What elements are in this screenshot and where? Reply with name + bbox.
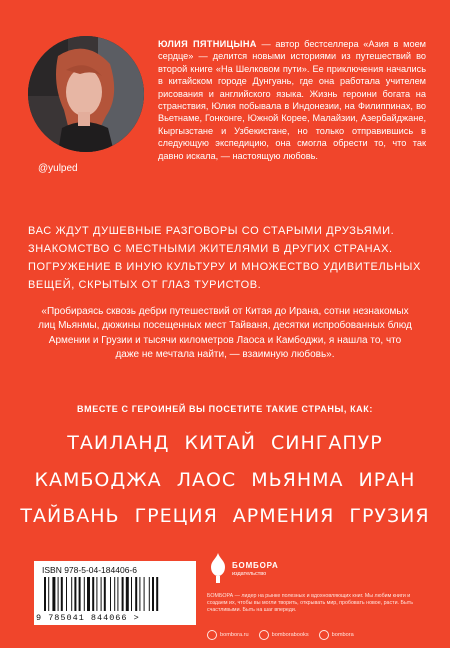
isbn-text: ISBN 978-5-04-184406-6 (42, 565, 137, 575)
barcode-bar (101, 577, 102, 611)
country-name: ИРАН (358, 469, 416, 491)
intro-line: ВЕЩЕЙ, СКРЫТЫХ ОТ ГЛАЗ ТУРИСТОВ. (28, 279, 262, 291)
barcode-bars (44, 577, 186, 613)
intro-line: ПОГРУЖЕНИЕ В ИНУЮ КУЛЬТУРУ И МНОЖЕСТВО УДИВИТЕЛЬНЫХ (28, 261, 421, 273)
barcode-bar (122, 577, 124, 611)
barcode-number: 9 785041 844066 > (36, 613, 140, 623)
publisher-subtitle: издательство (232, 571, 267, 577)
barcode-bar (71, 577, 72, 611)
barcode-bar (152, 577, 154, 611)
country-name: ГРЕЦИЯ (134, 505, 218, 527)
barcode-bar (104, 577, 106, 611)
social-vk-label: bomborabooks (271, 632, 309, 638)
author-handle: @yulped (38, 163, 78, 174)
country-name: ЛАОС (176, 469, 237, 491)
bombora-logo-icon (207, 551, 229, 585)
globe-icon (207, 630, 217, 640)
barcode-bar (79, 577, 81, 611)
country-name: ТАЙВАНЬ (20, 505, 120, 527)
barcode-bar (144, 577, 145, 611)
barcode-bar (61, 577, 63, 611)
author-name: ЮЛИЯ ПЯТНИЦЫНА (158, 39, 257, 49)
country-name: КИТАЙ (184, 432, 257, 454)
barcode-bar (52, 577, 55, 611)
social-telegram[interactable] (319, 630, 354, 640)
barcode-bar (110, 577, 111, 611)
publisher-name: БОМБОРА (232, 561, 279, 570)
barcode-bar (87, 577, 90, 611)
intro-line: ВАС ЖДУТ ДУШЕВНЫЕ РАЗГОВОРЫ СО СТАРЫМИ ДРУЗЬЯМИ. (28, 225, 395, 237)
barcode-bar (48, 577, 49, 611)
social-vk[interactable] (259, 630, 309, 640)
quote: «Пробираясь сквозь дебри путешествий от Китая до Ирана, сотни незнакомых лиц Мьянмы, дюжины посещенных мест Тайваня, десятки испробованных блюд Армении и Грузии и тысячи километров Лаоса и Камбоджи, я нашла то, что даже не мечтала найти, — взаимную любовь». (38, 306, 412, 361)
social-links (207, 630, 354, 640)
author-bio (158, 38, 426, 162)
country-name: СИНГАПУР (271, 432, 383, 454)
barcode-bar (117, 577, 118, 611)
barcode-bar (92, 577, 94, 611)
country-row (0, 469, 450, 491)
barcode-bar (66, 577, 67, 611)
barcode-bar (156, 577, 158, 611)
author-bio-text: — автор бестселлера «Азия в моем сердце» — делится новыми историями из путешествий во второй книге «На Шелковом пути». Ее приключения начались в китайском городе Дунгуань, где она работала учителем рисования и английского языка. Жизнь героини богата на странствия, Юлия побывала в Индонезии, на Филиппинах, во Вьетнаме, Гонконге, Южной Корее, Малайзии, Азербайджане, Кыргызстане и Узбекистане, но только отправившись в следующую экспедицию, она смогла обрести то, что так давно искала, — настоящую любовь. (158, 39, 426, 161)
barcode-bar (135, 577, 137, 611)
barcode-bar (149, 577, 150, 611)
barcode-bar (44, 577, 46, 611)
intro-text (28, 222, 426, 294)
barcode-bar (139, 577, 140, 611)
countries-title: ВМЕСТЕ С ГЕРОИНЕЙ ВЫ ПОСЕТИТЕ ТАКИЕ СТРАНЫ, КАК: (77, 404, 373, 414)
social-telegram-label: bombora (331, 632, 354, 638)
barcode-bar (126, 577, 129, 611)
country-name: КАМБОДЖА (34, 469, 162, 491)
country-row (0, 432, 450, 454)
social-site-label: bombora.ru (220, 632, 249, 638)
country-name: АРМЕНИЯ (232, 505, 335, 527)
social-site[interactable] (207, 630, 249, 640)
country-row (0, 505, 450, 527)
barcode-bar (58, 577, 59, 611)
country-name: МЬЯНМА (251, 469, 344, 491)
publisher-text: БОМБОРА — лидер на рынке полезных и вдохновляющих книг. Мы любим книги и создаем их, чтобы вы могли творить, открывать мир, пробовать новое, расти. Быть счастливыми. Быть на шаг впереди. (207, 593, 413, 614)
vk-icon (259, 630, 269, 640)
intro-line: ЗНАКОМСТВО С МЕСТНЫМИ ЖИТЕЛЯМИ В ДРУГИХ СТРАНАХ. (28, 243, 393, 255)
telegram-icon (319, 630, 329, 640)
country-name: ТАИЛАНД (67, 432, 170, 454)
barcode-bar (74, 577, 76, 611)
barcode-bar (96, 577, 97, 611)
barcode-box (34, 561, 196, 625)
country-name: ГРУЗИЯ (349, 505, 430, 527)
barcode-bar (131, 577, 132, 611)
barcode-bar (114, 577, 115, 611)
barcode-bar (84, 577, 85, 611)
author-photo (28, 36, 144, 152)
